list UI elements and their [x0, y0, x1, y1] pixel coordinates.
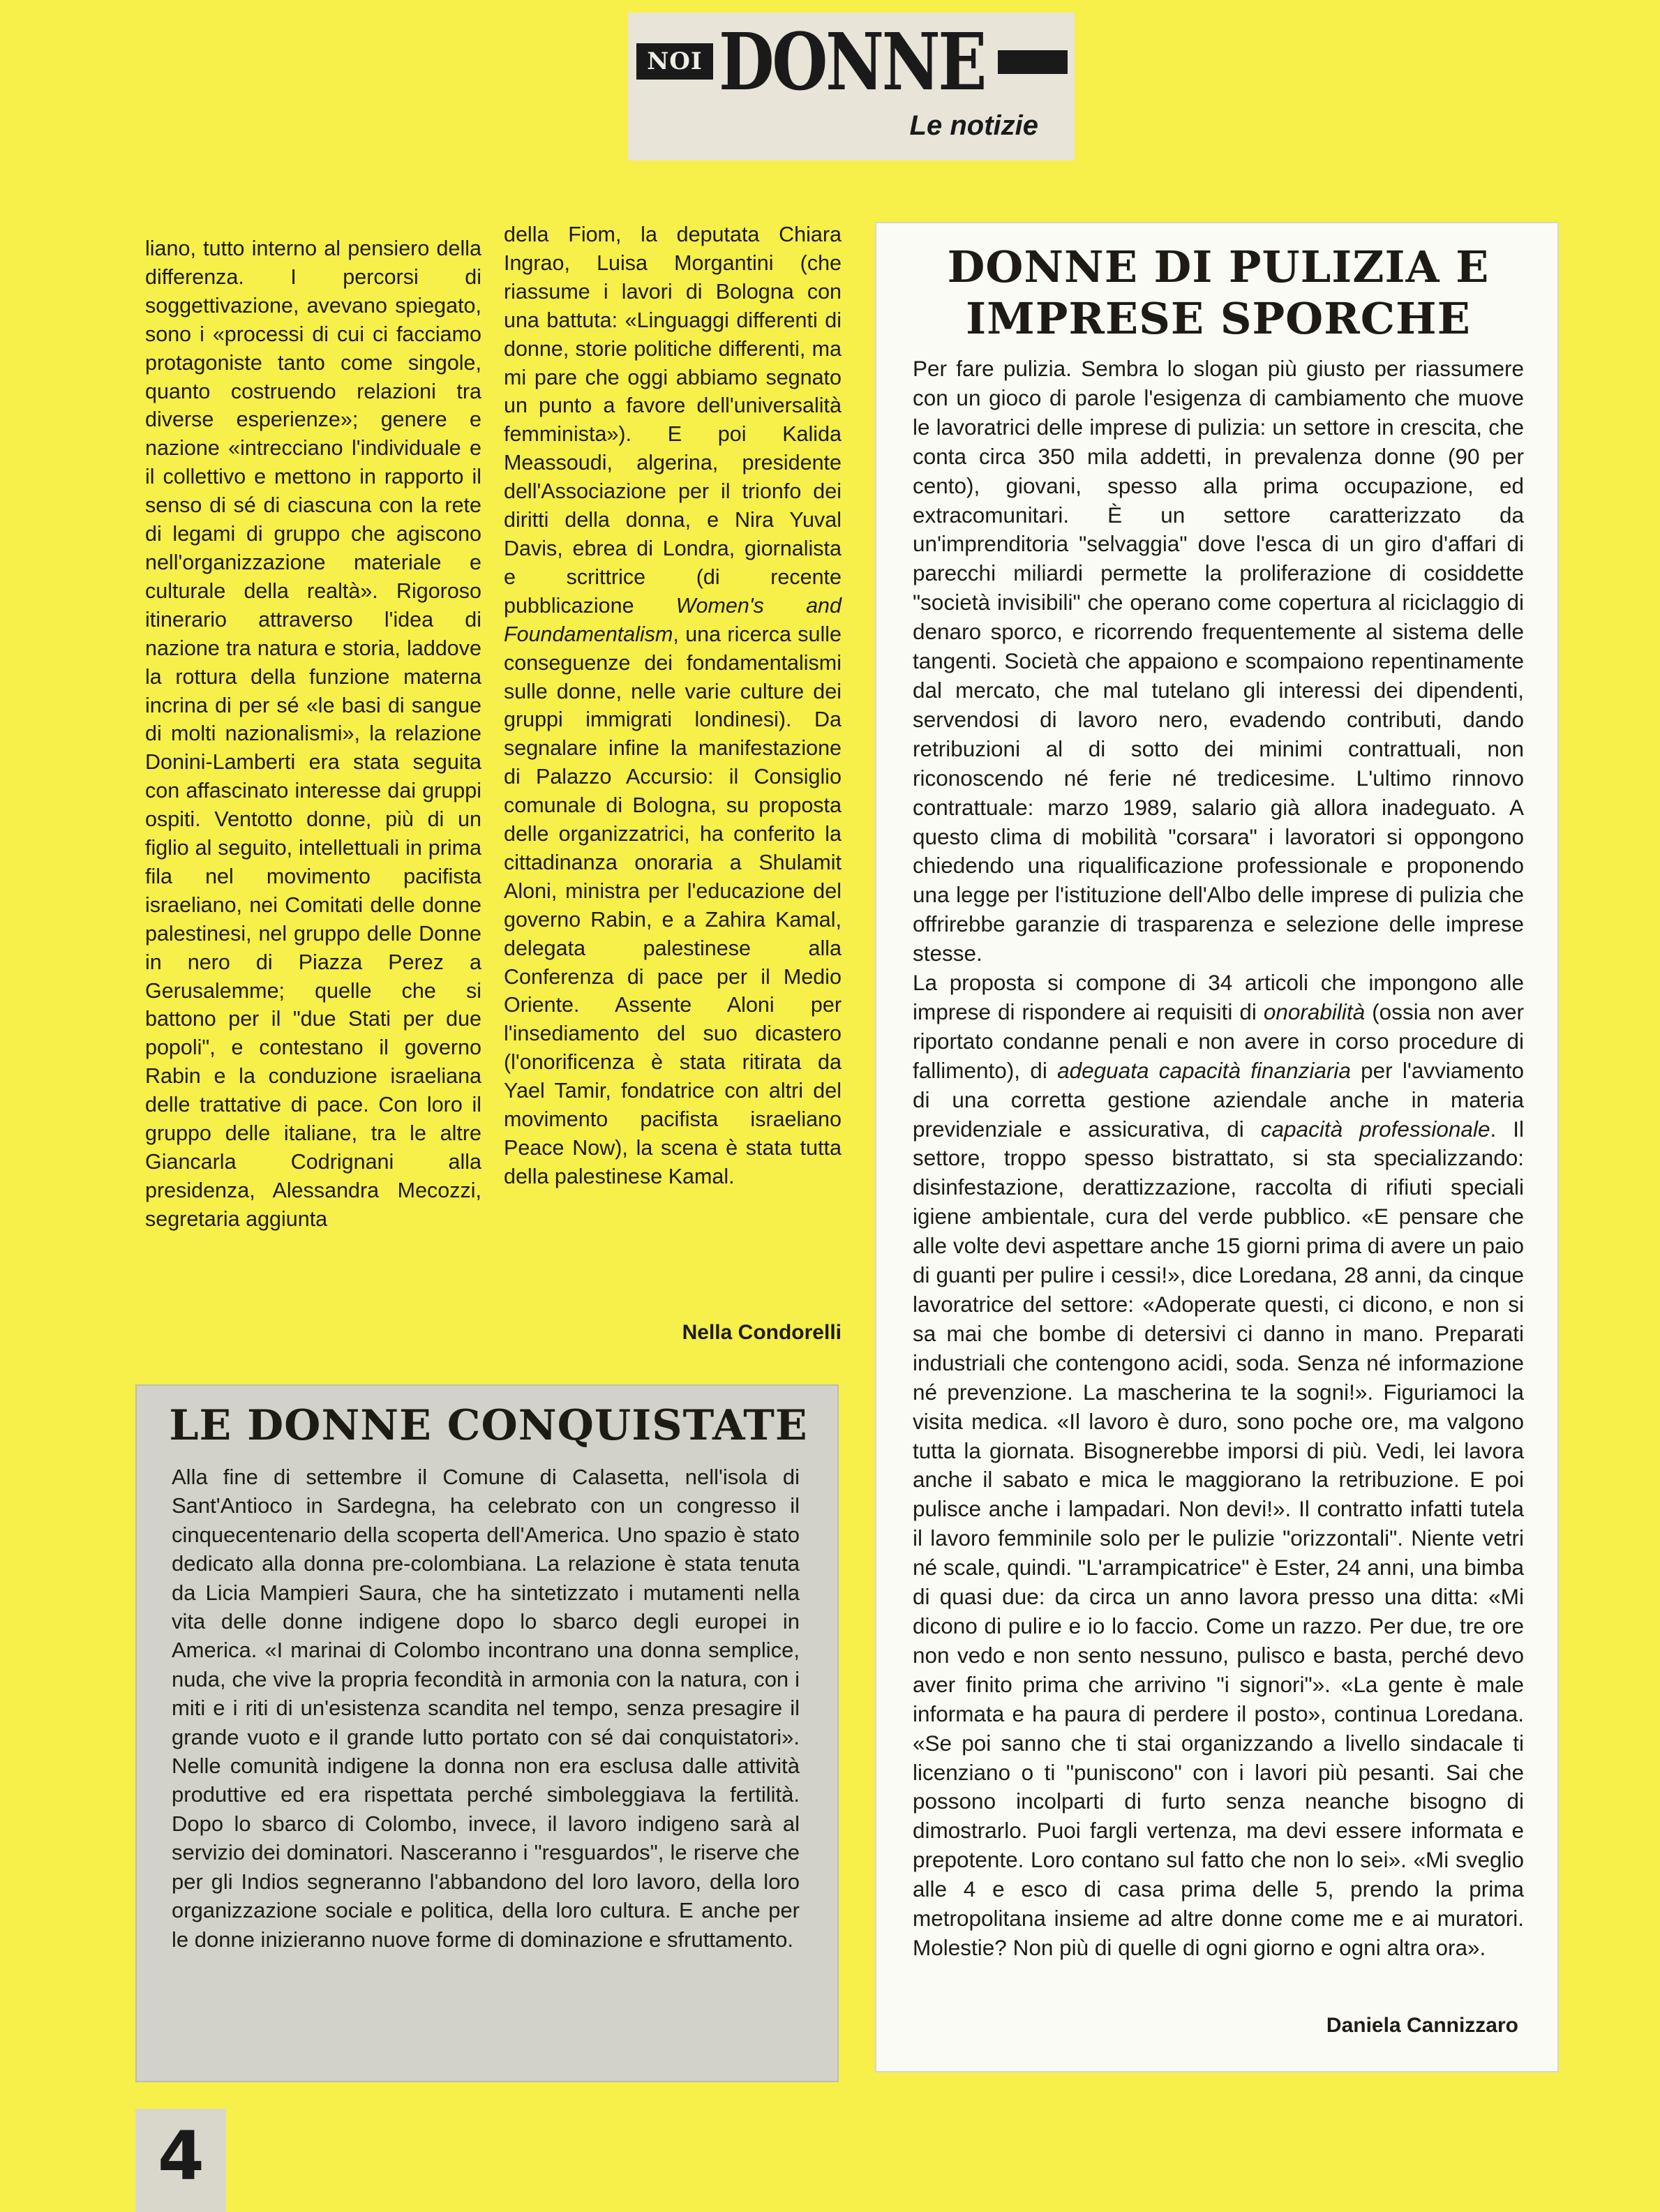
article-column-2: [504, 221, 842, 1191]
article-box-conquistate: [135, 1384, 839, 2082]
masthead-donne: DONNE: [719, 17, 985, 108]
page-number: 4: [158, 2117, 204, 2195]
column-1-text: liano, tutto interno al pensiero della differenza. I percorsi di soggettivazione, avevano spiegato, sono i «processi di cui ci facciamo protagoniste tanto come singole, quanto costruendo relazioni tra diverse esperienze»; genere e nazione «intrecciano l'individuale e il collettivo e mettono in rapporto il senso di sé di ciascuna con la rete di legami di gruppo che agiscono nell'organizzazione materiale e culturale della realtà». Rigoroso itinerario attraverso l'idea di nazione tra natura e storia, laddove la rottura della funzione materna incrina di per sé «le basi di sangue di molti nazionalismi», la relazione Donini-Lamberti era stata seguita con affascinato interesse dai gruppi ospiti. Ventotto donne, più di un figlio al seguito, intellettuali in prima fila nel movimento pacifista israeliano, nei Comitati delle donne palestinesi, nel gruppo delle Donne in nero di Piazza Perez a Gerusalemme; quelle che si battono per il "due Stati per due popoli", e contestano il governo Rabin e la conduzione israeliana delle trattative di pace. Con loro il gruppo delle italiane, tra le altre Giancarla Codrignani alla presidenza, Alessandra Mecozzi, segretaria aggiunta: [145, 237, 481, 1231]
article-body-pulizia: [913, 354, 1524, 1963]
p2-text-a: La proposta si compone di 34 articoli che impongono alle imprese di rispondere ai requisiti di: [913, 970, 1524, 1024]
p2-text-b: (ossia non aver riportato condanne penali e non avere in corso procedure di fallimento), di: [913, 999, 1524, 1083]
column-2-paragraph: [504, 221, 842, 1191]
article-box-pulizia: [875, 222, 1559, 2072]
p2-italic-onorabilita: onorabilità: [1263, 999, 1366, 1024]
section-label: Le notizie: [909, 110, 1038, 141]
p2-italic-capacita-finanziaria: adeguata capacità finanziaria: [1057, 1057, 1351, 1083]
article-column-1: [145, 234, 481, 1234]
article-body-conquistate: Alla fine di settembre il Comune di Calasetta, nell'isola di Sant'Antioco in Sardegna, ha celebrato con un congresso il cinquecentenario della scoperta dell'America. Uno spazio è stato dedicato alla donna pre-colombiana. La relazione è stata tenuta da Licia Mampieri Saura, che ha sintetizzato i mutamenti nella vita delle donne indigene dopo lo sbarco degli europei in America. «I marinai di Colombo incontrano una donna semplice, nuda, che vive la propria fecondità in armonia con la natura, con i miti e i riti di un'esistenza scandita nel tempo, senza presagire il grande vuoto e il grande lutto portato con sé dai conquistatori». Nelle comunità indigene la donna non era esclusa dalle attività produttive ed era rispettata perché simboleggiava la fertilità. Dopo lo sbarco di Colombo, invece, il lavoro indigeno sarà al servizio dei dominatori. Nasceranno i "resguardos", le riserve che per gli Indios segneranno l'abbandono del loro lavoro, della loro organizzazione sociale e politica, della loro cultura. E anche per le donne inizieranno nuove forme di dominazione e sfruttamento.: [172, 1465, 800, 1952]
article-title-pulizia: DONNE DI PULIZIA E IMPRESE SPORCHE: [947, 241, 1490, 344]
book-title: Women's and Foundamentalism: [504, 593, 842, 646]
masthead-bar: [998, 50, 1068, 74]
column-2-text-a: della Fiom, la deputata Chiara Ingrao, Luisa Morgantini (che riassume i lavori di Bologna con una battuta: «Linguaggi differenti di donne, storie politiche differenti, ma mi pare che oggi abbiamo segnato un punto a favore dell'universalità femminista»). E poi Kalida Meassoudi, algerina, presidente dell'Associazione per il trionfo dei diritti della donna, e Nira Yuval Davis, ebrea di Londra, giornalista e scrittrice (di recente pubblicazione: [504, 223, 842, 618]
article-paragraph-2: [913, 969, 1524, 1963]
byline-daniela-cannizzaro: Daniela Cannizzaro: [1326, 2014, 1518, 2037]
article-title-conquistate: LE DONNE CONQUISTATE: [169, 1401, 808, 1450]
page-number-box: [135, 2109, 226, 2212]
p2-text-c: per l'avviamento di una corretta gestione aziendale anche in materia previdenziale e assicurativa, di: [913, 1057, 1524, 1142]
masthead-logo: [628, 17, 1075, 108]
byline-nella-condorelli: Nella Condorelli: [682, 1321, 842, 1344]
masthead-noi: NOI: [636, 43, 713, 80]
p2-text-d: . Il settore, troppo spesso bistrattato, si sta specializzando: disinfestazione, derattizzazione, raccolta di rifiuti speciali igiene ambientale, cura del verde pubblico. «E pensare che alle volte devi aspettare anche 15 giorni prima di avere un paio di guanti per pulire i cessi!», dice Loredana, 28 anni, da cinque lavoratrice del settore: «Adoperate questi, ci dicono, e non si sa mai che bombe di detersivi ci danno in mano. Preparati industriali che contengono acidi, soda. Senza né informazione né prevenzione. La mascherina te la sogni!». Figuriamoci la visita medica. «Il lavoro è duro, sono poche ore, ma valgono tutta la giornata. Bisognerebbe imporsi di più. Vedi, lei lavora anche il sabato e mica le maggiorano la retribuzione. E poi pulisce anche i lampadari. Non devi!». Il contratto infatti tutela il lavoro femminile solo per le pulizie "orizzontali". Niente vetri né scale, quindi. "L'arrampicatrice" è Ester, 24 anni, una bimba di quasi due: da circa un anno lavora presso una ditta: «Mi dicono di pulire e io lo faccio. Come un razzo. Per due, tre ore non vedo e non sento nessuno, pulisco e basta, perché devo aver finito prima che arrivino "i signori"». «La gente è male informata e ha paura di perdere il posto», continua Loredana. «Se poi sanno che ti stai organizzando a livello sindacale ti licenziano o ti "puniscono" con i lavori più pesanti. Sai che possono incolparti di furto senza neanche bisogno di dimostrarlo. Puoi fargli vertenza, ma devi essere informata e prepotente. Loro contano sul fatto che non lo sei». «Mi sveglio alle 4 e esco di casa prima delle 5, prendo la prima metropolitana insieme ad altre donne come me e ai muratori. Molestie? Non più di quelle di ogni giorno e ogni altra ora».: [913, 1116, 1524, 1960]
article-paragraph-1: Per fare pulizia. Sembra lo slogan più giusto per riassumere con un gioco di parole l'esigenza di cambiamento che muove le lavoratrici delle imprese di pulizia: un settore in crescita, che conta circa 350 mila addetti, in prevalenza donne (90 per cento), giovani, spesso alla prima occupazione, ed extracomunitari. È un settore caratterizzato da un'imprenditoria "selvaggia" dove l'esca di un giro d'affari di parecchi miliardi permette la proliferazione di cosiddette "società invisibili" che operano come copertura al riciclaggio di denaro sporco, e ricorrendo frequentemente al sistema delle tangenti. Società che appaiono e scompaiono repentinamente dal mercato, che mal tutelano gli interessi dei dipendenti, servendosi di lavoro nero, evadendo contributi, dando retribuzioni al di sotto dei minimi contrattuali, non riconoscendo né ferie né tredicesime. L'ultimo rinnovo contrattuale: marzo 1989, salario già allora inadeguato. A questo clima di mobilità "corsara" i lavoratori si oppongono chiedendo una riqualificazione professionale e proponendo una legge per l'istituzione dell'Albo delle imprese di pulizia che offrirebbe garanzie di trasparenza e selezione delle imprese stesse.: [913, 356, 1524, 966]
p2-italic-capacita-professionale: capacità professionale: [1260, 1116, 1490, 1142]
masthead: [628, 13, 1075, 160]
column-2-text-b: , una ricerca sulle conseguenze dei fondamentalismi sulle donne, nelle varie culture dei gruppi immigrati londinesi). Da segnalare infine la manifestazione di Palazzo Accursio: il Consiglio comunale di Bologna, su proposta delle organizzatrici, ha conferito la cittadinanza onoraria a Shulamit Aloni, ministra per l'educazione del governo Rabin, e a Zahira Kamal, delegata palestinese alla Conferenza di pace per il Medio Oriente. Assente Aloni per l'insediamento del suo dicastero (l'onorificenza è stata ritirata da Yael Tamir, fondatrice con altri del movimento pacifista israeliano Peace Now), la scena è stata tutta della palestinese Kamal.: [504, 622, 842, 1188]
